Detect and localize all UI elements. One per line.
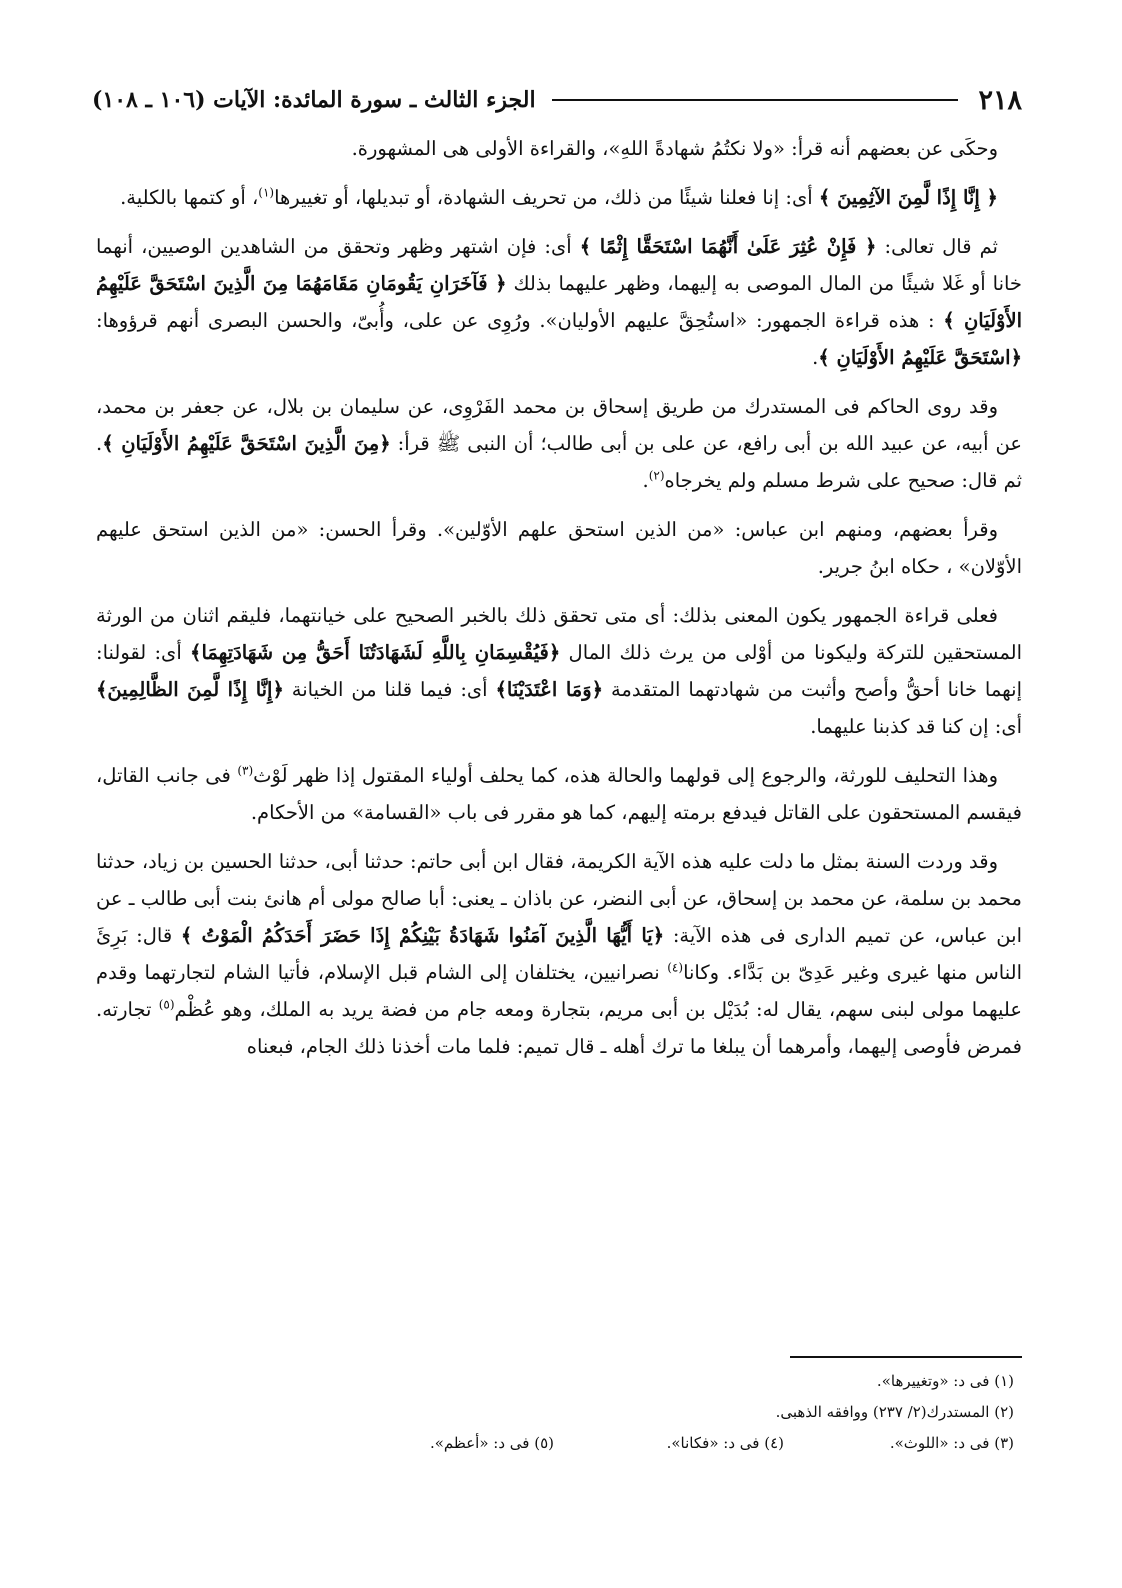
footnote-2: (٢) المستدرك(٢/ ٢٣٧) ووافقه الذهبى.	[775, 1403, 1014, 1421]
footnote-3: (٣) فى د: «اللوث».	[889, 1434, 1014, 1452]
quran-verse: ﴿ فَآخَرَانِ يَقُومَانِ مَقَامَهُمَا مِنَ الَّذِينَ اسْتَحَقَّ عَلَيْهِمُ الأَوْلَيَانِ ﴾	[96, 272, 1022, 332]
paragraph	[96, 843, 1022, 1065]
text-segment: فعلى قراءة الجمهور يكون المعنى بذلك: أى متى تحقق ذلك بالخبر الصحيح على خيانتهما، فليقم اثنان من الورثة المستحقين للتركة وليكونا من أوْلى من يرث ذلك المال	[96, 604, 1022, 664]
paragraph	[96, 130, 1022, 167]
text-segment: .	[812, 346, 819, 369]
text-segment: فى جانب القاتل، فيقسم المستحقون على القاتل فيدفع برمته إليهم، كما هو مقرر فى باب «القسامة» من الأحكام.	[96, 764, 1022, 824]
quran-verse: ﴿ فَإِنْ عُثِرَ عَلَىٰ أَنَّهُمَا اسْتَحَقَّا إِثْمًا ﴾	[579, 235, 877, 258]
footnote-4: (٤) فى د: «فكانا».	[666, 1434, 784, 1452]
quran-verse: ﴿يَا أَيُّهَا الَّذِينَ آمَنُوا شَهَادَةُ بَيْنِكُمْ إِذَا حَضَرَ أَحَدَكُمُ الْمَوْتُ ﴾	[180, 924, 665, 947]
footnote-ref: (٤)	[667, 960, 684, 975]
footnote-5: (٥) فى د: «أعظم».	[429, 1434, 554, 1452]
footnote-rule	[790, 1356, 1022, 1358]
footnotes	[200, 1366, 1014, 1459]
footnote-ref: (٥)	[158, 997, 175, 1012]
paragraph	[96, 388, 1022, 499]
paragraph	[96, 228, 1022, 376]
text-segment: ثم قال تعالى:	[876, 235, 998, 258]
text-segment: أى: إنا فعلنا شيئًا من ذلك، من تحريف الشهادة، أو تبديلها، أو تغييرها	[274, 186, 819, 209]
quran-verse: ﴿اسْتَحَقَّ عَلَيْهِمُ الأَوْلَيَانِ ﴾	[818, 346, 1022, 369]
footnote-line-1	[200, 1366, 1014, 1397]
quran-verse: ﴿إِنَّا إِذًا لَّمِنَ الظَّالِمِينَ﴾	[96, 678, 284, 701]
paragraph	[96, 757, 1022, 831]
paragraph	[96, 597, 1022, 745]
quran-verse: ﴿ إِنَّا إِذًا لَّمِنَ الآثِمِينَ ﴾	[818, 186, 998, 209]
main-text	[96, 130, 1022, 1077]
text-segment: ، أو كتمها بالكلية.	[120, 186, 259, 209]
footnote-ref: (١)	[258, 185, 275, 200]
text-segment: وقد وردت السنة بمثل ما دلت عليه هذه الآية الكريمة، فقال ابن أبى حاتم: حدثنا أبى، حدثنا الحسين بن زياد، حدثنا محمد بن سلمة، عن محمد بن إسحاق، عن أبى النضر، عن باذان ـ يعنى: أبا صالح مولى أم هانئ بنت أبى طالب ـ عن ابن عباس، عن تميم الدارى فى هذه الآية:	[96, 850, 1022, 947]
text-segment: وحكَى عن بعضهم أنه قرأ: «ولا نكتُمُ شهادةً اللهِ»، والقراءة الأولى هى المشهورة.	[351, 137, 998, 160]
footnote-ref: (٢)	[648, 468, 665, 483]
text-segment: أى: إن كنا قد كذبنا عليهما.	[810, 715, 1022, 738]
text-segment: أى: فيما قلنا من الخيانة	[283, 678, 496, 701]
text-segment: وهذا التحليف للورثة، والرجوع إلى قولهما والحالة هذه، كما يحلف أولياء المقتول إذا ظهر لَوْث	[253, 764, 998, 787]
text-segment: . ثم قال: صحيح على شرط مسلم ولم يخرجاه	[96, 432, 1022, 492]
footnote-ref: (٣)	[237, 763, 254, 778]
footnote-line-3	[200, 1428, 1014, 1459]
page-number: ٢١٨	[978, 84, 1022, 116]
text-segment: قال: بَرِئَ الناس منها غيرى وغير عَدِىّ بن بَدَّاء. وكانا	[96, 924, 1022, 984]
text-segment: وقرأ بعضهم، ومنهم ابن عباس: «من الذين استحق علهم الأوّلين». وقرأ الحسن: «من الذين استحق عليهم الأوّلان» ، حكاه ابنُ جرير.	[96, 518, 1022, 578]
page-header	[92, 80, 1022, 120]
footnote-1: (١) فى د: «وتغييرها».	[876, 1372, 1014, 1390]
footnote-line-2	[200, 1397, 1014, 1428]
paragraph	[96, 511, 1022, 585]
paragraph	[96, 179, 1022, 216]
quran-verse: ﴿فَيُقْسِمَانِ بِاللَّهِ لَشَهَادَتُنَا أَحَقُّ مِن شَهَادَتِهِمَا﴾	[190, 641, 561, 664]
running-title: الجزء الثالث ـ سورة المائدة: الآيات (١٠٦ ـ ١٠٨)	[92, 87, 536, 113]
text-segment: .	[642, 469, 649, 492]
header-rule	[552, 99, 959, 101]
text-segment: أى: فإن اشتهر وظهر وتحقق من الشاهدين الوصيين، أنهما خانا أو غَلا شيئًا من المال الموصى به إليهما، وظهر عليهما بذلك	[96, 235, 1022, 295]
quran-verse: ﴿مِنَ الَّذِينَ اسْتَحَقَّ عَلَيْهِمُ الأَوْلَيَانِ ﴾	[102, 432, 391, 455]
text-segment: : هذه قراءة الجمهور: «استُحِقَّ عليهم الأوليان». ورُوِى عن على، وأُبىّ، والحسن البصرى أنهم قرؤوها:	[96, 309, 944, 332]
text-segment: تجارته. فمرض فأوصى إليهما، وأمرهما أن يبلغا ما ترك أهله ـ قال تميم: فلما مات أخذنا ذلك الجام، فبعناه	[96, 998, 1022, 1058]
text-segment: أى: لقولنا: إنهما خانا أحقُّ وأصح وأثبت من شهادتهما المتقدمة	[96, 641, 1022, 701]
quran-verse: ﴿وَمَا اعْتَدَيْنَا﴾	[495, 678, 604, 701]
text-segment: وقد روى الحاكم فى المستدرك من طريق إسحاق بن محمد الفَرْوِى، عن سليمان بن بلال، عن جعفر بن محمد، عن أبيه، عن عبيد الله بن أبى رافع، عن على بن أبى طالب؛ أن النبى ﷺ قرأ:	[96, 395, 1022, 455]
text-segment: نصرانيين، يختلفان إلى الشام قبل الإسلام، فأتيا الشام لتجارتهما وقدم عليهما مولى لبنى سهم، يقال له: بُدَيْل بن أبى مريم، بتجارة ومعه جام من فضة يريد به الملك، وهو عُظْم	[96, 961, 1022, 1021]
